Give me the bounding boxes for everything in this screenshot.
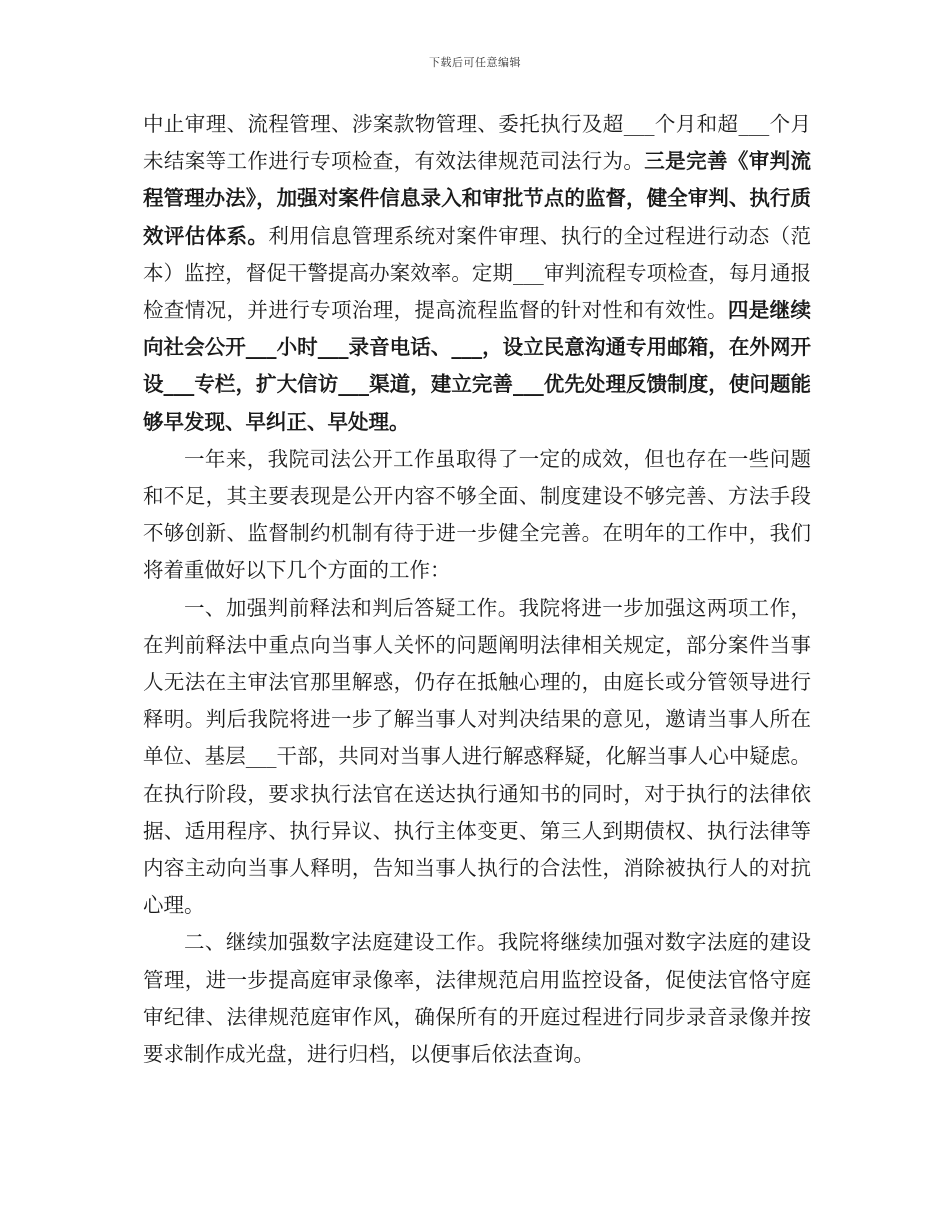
paragraph-1 [143,106,811,441]
paragraph-1-bold-point-4: 四是继续向社会公开___小时___录音电话、___，设立民意沟通专用邮箱，在外网开设___专栏，扩大信访___渠道，建立完善___优先处理反馈制度，使问题能够早发现、早纠正、早处理。 [143,298,812,434]
paragraph-2-text: 一年来，我院司法公开工作虽取得了一定的成效，但也存在一些问题和不足，其主要表现是公开内容不够全面、制度建设不够完善、方法手段不够创新、监督制约机制有待于进一步健全完善。在明年的工作中，我们将着重做好以下几个方面的工作： [143,446,811,583]
paragraph-1-text-2: 利用信息管理系统对案件审理、执行的全过程进行动态（范本）监控，督促干警提高办案效率。定期___审判流程专项检查，每月通报检查情况，并进行专项治理，提高流程监督的针对性和有效性。 [143,223,812,323]
paragraph-3 [143,590,811,925]
paragraph-3-text: 一、加强判前释法和判后答疑工作。我院将进一步加强这两项工作，在判前释法中重点向当事人关怀的问题阐明法律相关规定，部分案件当事人无法在主审法官那里解惑，仍存在抵触心理的，由庭长或分管领导进行释明。判后我院将进一步了解当事人对判决结果的意见，邀请当事人所在单位、基层___干部，共同对当事人进行解惑释疑，化解当事人心中疑虑。在执行阶段，要求执行法官在送达执行通知书的同时，对于执行的法律依据、适用程序、执行异议、执行主体变更、第三人到期债权、执行法律等内容主动向当事人释明，告知当事人执行的合法性，消除被执行人的对抗心理。 [143,595,811,918]
document-body [143,106,811,1073]
paragraph-1-bold-point-3: 三是完善《审判流程管理办法》，加强对案件信息录入和审批节点的监督，健全审判、执行质效评估体系。 [143,149,812,248]
paragraph-4 [143,924,811,1073]
paragraph-1-text-1: 中止审理、流程管理、涉案款物管理、委托执行及超___个月和超___个月未结案等工作进行专项检查，有效法律规范司法行为。 [143,112,811,174]
page-header: 下载后可任意编辑 [429,56,521,69]
paragraph-2 [143,441,811,590]
paragraph-4-text: 二、继续加强数字法庭建设工作。我院将继续加强对数字法庭的建设管理，进一步提高庭审录像率，法律规范启用监控设备，促使法官恪守庭审纪律、法律规范庭审作风，确保所有的开庭过程进行同步录音录像并按要求制作成光盘，进行归档，以便事后依法查询。 [143,930,811,1067]
